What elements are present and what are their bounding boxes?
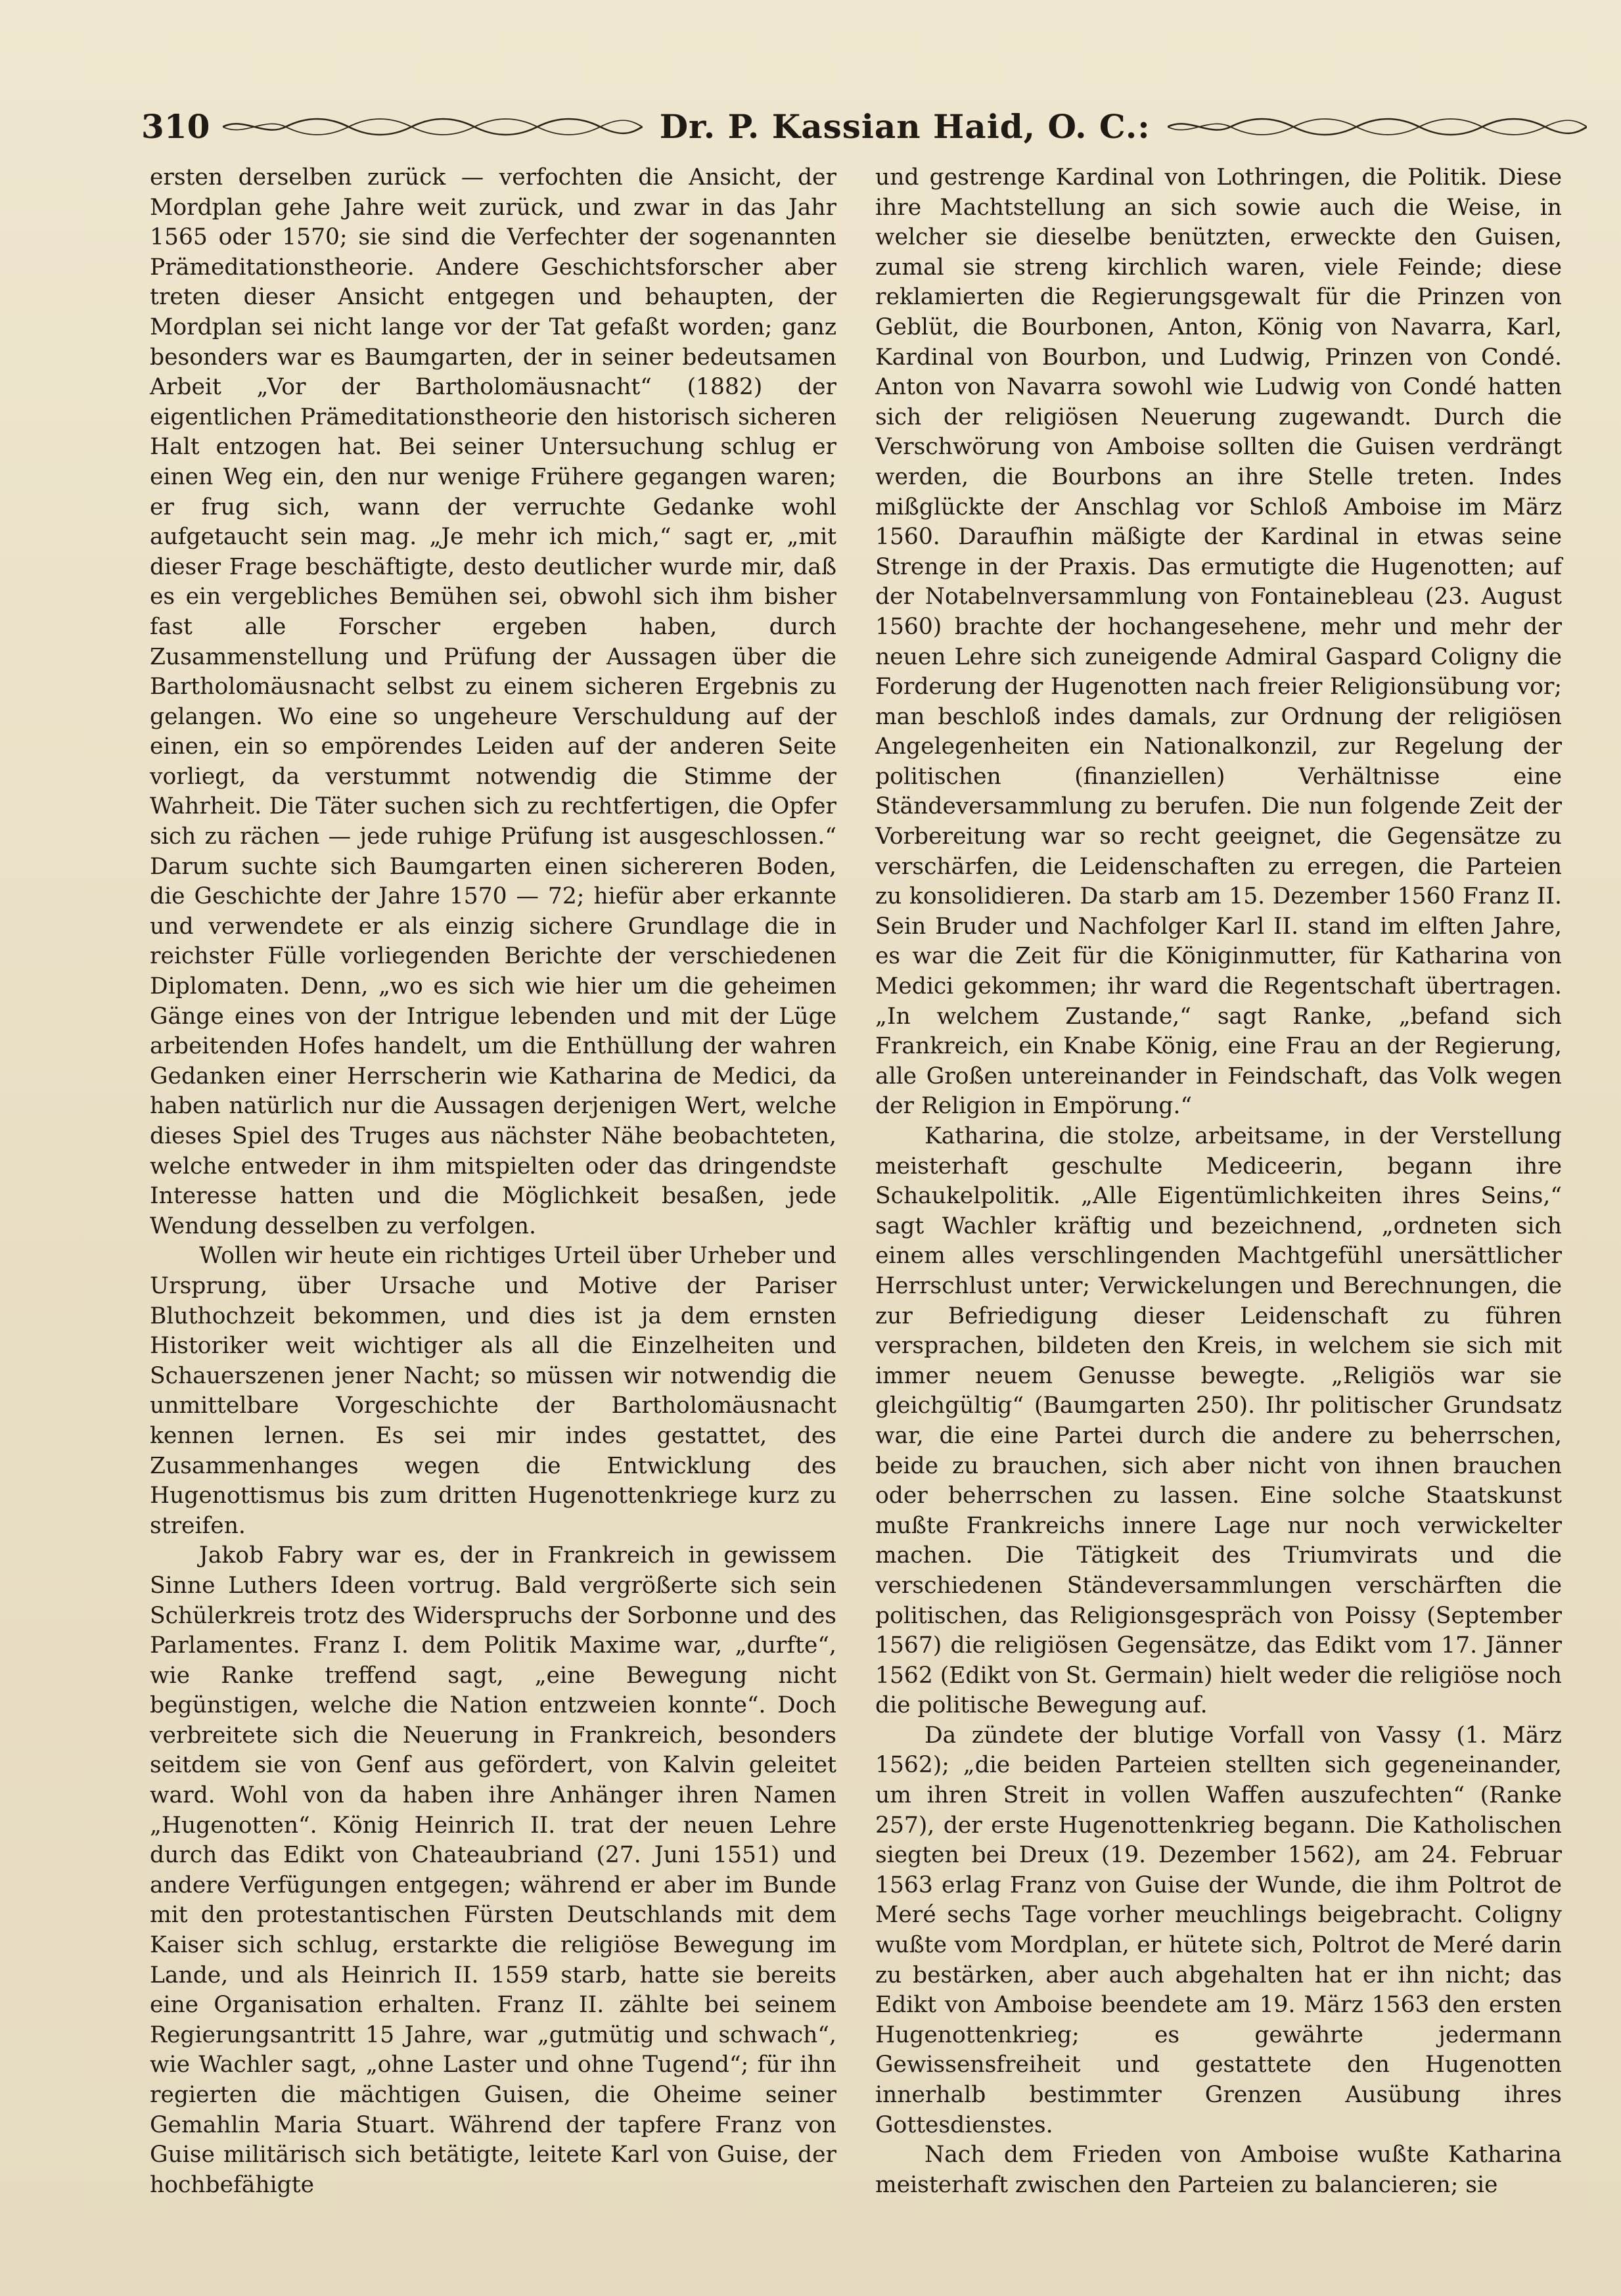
paragraph: Katharina, die stolze, arbeitsame, in der Verstellung meisterhaft geschulte Mediceerin, begann ihre Schaukelpolitik. „Alle Eigentümlichkeiten ihres Seins,“ sagt Wachler kräftig und bezeichnend, „ordneten sich einem alles verschlingenden Machtgefühl unersättlicher Herrschlust unter; Verwickelungen und Berechnungen, die zur Befriedigung dieser Leidenschaft zu führen versprachen, bildeten den Kreis, in welchem sie sich mit immer neuem Genusse bewegte. „Religiös war sie gleichgültig“ (Baumgarten 250). Ihr politischer Grundsatz war, die eine Partei durch die andere zu beherrschen, beide zu brauchen, sich aber nicht von ihnen brauchen oder beherrschen zu lassen. Eine solche Staatskunst mußte Frankreichs innere Lage nur noch verwickelter machen. Die Tätigkeit des Triumvirats und die verschiedenen Ständeversammlungen verschärften die politischen, das Religionsgespräch von Poissy (September 1567) die religiösen Gegensätze, das Edikt vom 17. Jänner 1562 (Edikt von St. Germain) hielt weder die religiöse noch die politische Bewegung auf. bbox=[875, 1123, 1563, 1719]
paragraph: und gestrenge Kardinal von Lothringen, die Politik. Diese ihre Machtstellung an sich sowie auch die Weise, in welcher sie dieselbe benützten, erweckte den Guisen, zumal sie streng kirchlich waren, viele Feinde; diese reklamierten die Regierungsgewalt für die Prinzen von Geblüt, die Bourbonen, Anton, König von Navarra, Karl, Kardinal von Bourbon, und Ludwig, Prinzen von Condé. Anton von Navarra sowohl wie Ludwig von Condé hatten sich der religiösen Neuerung zugewandt. Durch die Verschwörung von Amboise sollten die Guisen verdrängt werden, die Bourbons an ihre Stelle treten. Indes mißglückte der Anschlag vor Schloß Amboise im März 1560. Daraufhin mäßigte der Kardinal in etwas seine Strenge in der Praxis. Das ermutigte die Hugenotten; auf der Notabelnversammlung von Fontainebleau (23. August 1560) brachte der hochangesehene, mehr und mehr der neuen Lehre sich zuneigende Admiral Gaspard Coligny die Forderung der Hugenotten nach freier Religionsübung vor; man beschloß indes damals, zur Ordnung der religiösen Angelegenheiten ein Nationalkonzil, zur Regelung der politischen (finanziellen) Verhältnisse eine Ständeversammlung zu berufen. Die nun folgende Zeit der Vorbereitung war so recht geeignet, die Gegensätze zu verschärfen, die Leidenschaften zu erregen, die Parteien zu konsolidieren. Da starb am 15. Dezember 1560 Franz II. Sein Bruder und Nachfolger Karl II. stand im elften Jahre, es war die Zeit für die Königinmutter, für Katharina von Medici gekommen; ihr ward die Regentschaft übertragen. „In welchem Zustande,“ sagt Ranke, „befand sich Frankreich, ein Knabe König, eine Frau an der Regierung, alle Großen untereinander in Feindschaft, das Volk wegen der Religion in Empörung.“ bbox=[875, 164, 1562, 1120]
scroll-ornament-icon bbox=[223, 114, 642, 140]
paragraph: Jakob Fabry war es, der in Frankreich in gewissem Sinne Luthers Ideen vortrug. Bald vergrößerte sich sein Schülerkreis trotz des Widerspruchs der Sorbonne und des Parlamentes. Franz I. dem Politik Maxime war, „durfte“, wie Ranke treffend sagt, „eine Bewegung nicht begünstigen, welche die Nation entzweien konnte“. Doch verbreitete sich die Neuerung in Frankreich, besonders seitdem sie von Genf aus gefördert, von Kalvin geleitet ward. Wohl von da haben ihre Anhänger ihren Namen „Hugenotten“. König Heinrich II. trat der neuen Lehre durch das Edikt von Chateaubriand (27. Juni 1551) und andere Verfügungen entgegen; während er aber im Bunde mit den protestantischen Fürsten Deutschlands mit dem Kaiser sich schlug, erstarkte die religiöse Bewegung im Lande, und als Heinrich II. 1559 starb, hatte sie bereits eine Organisation erhalten. Franz II. zählte bei seinem Regierungsantritt 15 Jahre, war „gutmütig und schwach“, wie Wachler sagt, „ohne Laster und ohne Tugend“; für ihn regierten die mächtigen Guisen, die Oheime seiner Gemahlin Maria Stuart. Während der tapfere Franz von Guise militärisch sich betätigte, leitete Karl von Guise, der hochbefähigte bbox=[150, 1542, 836, 2198]
page-header bbox=[141, 104, 1587, 150]
left-column bbox=[150, 163, 836, 2200]
paragraph: Wollen wir heute ein richtiges Urteil über Urheber und Ursprung, über Ursache und Motive der Pariser Bluthochzeit bekommen, und dies ist ja dem ernsten Historiker weit wichtiger als all die Einzelheiten und Schauerszenen jener Nacht; so müssen wir notwendig die unmittelbare Vorgeschichte der Bartholomäusnacht kennen lernen. Es sei mir indes gestattet, des Zusammenhanges wegen die Entwicklung des Hugenottismus bis zum dritten Hugenottenkriege kurz zu streifen. bbox=[150, 1243, 836, 1539]
scroll-ornament-icon bbox=[1168, 114, 1587, 140]
paragraph: ersten derselben zurück — verfochten die Ansicht, der Mordplan gehe Jahre weit zurück, und zwar in das Jahr 1565 oder 1570; sie sind die Verfechter der sogenannten Prämeditationstheorie. Andere Geschichtsforscher aber treten dieser Ansicht entgegen und behaupten, der Mordplan sei nicht lange vor der Tat gefaßt worden; ganz besonders war es Baumgarten, der in seiner bedeutsamen Arbeit „Vor der Bartholomäusnacht“ (1882) der eigentlichen Prämeditationstheorie den historisch sicheren Halt entzogen hat. Bei seiner Untersuchung schlug er einen Weg ein, den nur wenige Frühere gegangen waren; er frug sich, wann der verruchte Gedanke wohl aufgetaucht sein mag. „Je mehr ich mich,“ sagt er, „mit dieser Frage beschäftigte, desto deutlicher wurde mir, daß es ein vergebliches Bemühen sei, obwohl sich ihm bisher fast alle Forscher ergeben haben, durch Zusammenstellung und Prüfung der Aussagen über die Bartholomäusnacht selbst zu einem sicheren Ergebnis zu gelangen. Wo eine so ungeheure Verschuldung auf der einen, ein so empörendes Leiden auf der anderen Seite vorliegt, da verstummt notwendig die Stimme der Wahrheit. Die Täter suchen sich zu rechtfertigen, die Opfer sich zu rächen — jede ruhige Prüfung ist ausgeschlossen.“ Darum suchte sich Baumgarten einen sichereren Boden, die Geschichte der Jahre 1570 — 72; hiefür aber erkannte und verwendete er als einzig sichere Grundlage die in reichster Fülle vorliegenden Berichte der verschiedenen Diplomaten. Denn, „wo es sich wie hier um die geheimen Gänge eines von der Intrigue lebenden und mit der Lüge arbeitenden Hofes handelt, um die Enthüllung der wahren Gedanken einer Herrscherin wie Katharina de Medici, da haben natürlich nur die Aussagen derjenigen Wert, welche dieses Spiel des Truges aus nächster Nähe beobachteten, welche entweder in ihm mitspielten oder das dringendste Interesse hatten und die Möglichkeit besaßen, jede Wendung desselben zu verfolgen. bbox=[150, 164, 836, 1239]
right-column bbox=[875, 163, 1562, 2200]
paragraph: Da zündete der blutige Vorfall von Vassy (1. März 1562); „die beiden Parteien stellten sich gegeneinander, um ihren Streit in vollen Waffen auszufechten“ (Ranke 257), der erste Hugenottenkrieg begann. Die Katholischen siegten bei Dreux (19. Dezember 1562), am 24. Februar 1563 erlag Franz von Guise der Wunde, die ihm Poltrot de Meré sechs Tage vorher meuchlings beigebracht. Coligny wußte vom Mordplan, er hütete sich, Poltrot de Meré darin zu bestärken, aber auch abgehalten hat er ihn nicht; das Edikt von Amboise beendete am 19. März 1563 den ersten Hugenottenkrieg; es gewährte jedermann Gewissensfreiheit und gestattete den Hugenotten innerhalb bestimmter Grenzen Ausübung ihres Gottesdienstes. bbox=[875, 1722, 1562, 2138]
running-head: Dr. P. Kassian Haid, O. C.: bbox=[659, 107, 1151, 146]
paragraph: Nach dem Frieden von Amboise wußte Katharina meisterhaft zwischen den Parteien zu balancieren; sie bbox=[875, 2142, 1562, 2198]
page-number: 310 bbox=[141, 107, 210, 146]
